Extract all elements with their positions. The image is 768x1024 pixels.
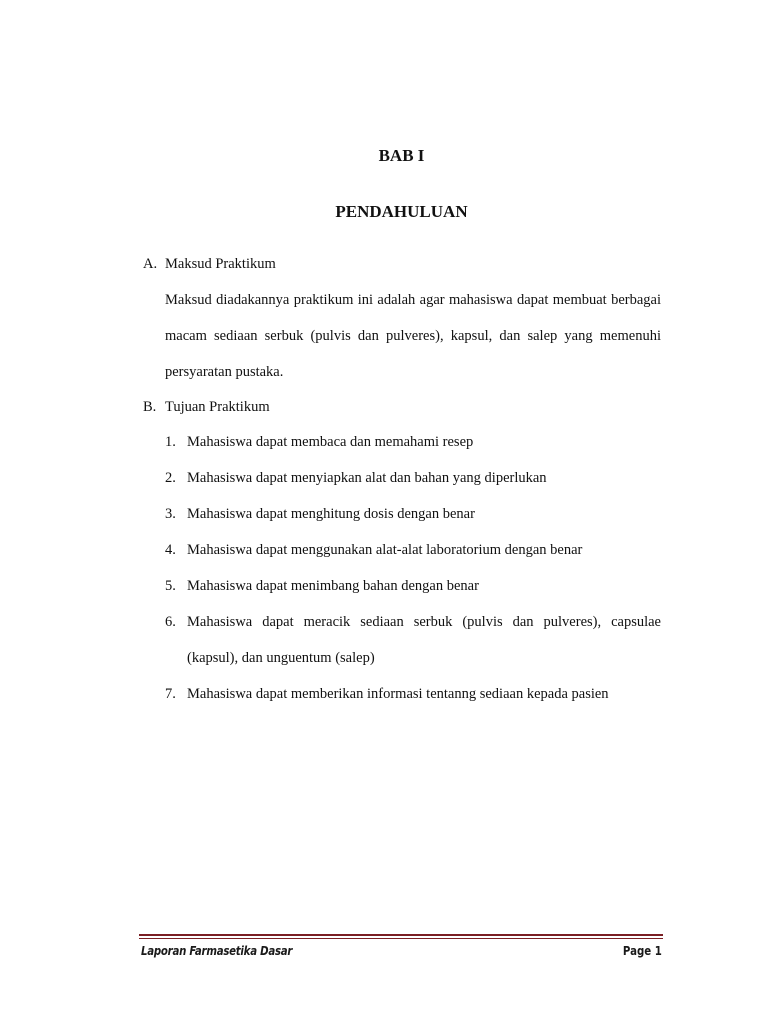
section-a-paragraph: Maksud diadakannya praktikum ini adalah agar mahasiswa dapat membuat berbagai macam sediaan serbuk (pulvis dan pulveres), kapsul, dan salep yang memenuhi persyaratan pustaka.	[165, 292, 661, 380]
section-a-title: Maksud Praktikum	[165, 256, 276, 272]
section-b-letter: B.	[143, 399, 157, 415]
section-b-title: Tujuan Praktikum	[165, 399, 270, 415]
list-item-text: Mahasiswa dapat menyiapkan alat dan bahan yang diperlukan	[187, 470, 547, 486]
list-item	[165, 532, 661, 568]
list-item-number: 5.	[165, 578, 176, 594]
list-item-number: 3.	[165, 506, 176, 522]
list-item	[165, 424, 661, 460]
list-item-text: Mahasiswa dapat menghitung dosis dengan benar	[187, 506, 475, 522]
list-item	[165, 568, 661, 604]
list-item-text: Mahasiswa dapat menimbang bahan dengan benar	[187, 578, 479, 594]
list-item-number: 1.	[165, 434, 176, 450]
objectives-list	[165, 424, 661, 712]
list-item-number: 6.	[165, 614, 176, 630]
chapter-number: BAB I	[378, 146, 425, 165]
footer-divider	[139, 934, 663, 941]
list-item-text: Mahasiswa dapat menggunakan alat-alat laboratorium dengan benar	[187, 542, 583, 558]
footer-document-title: Laporan Farmasetika Dasar	[141, 944, 293, 958]
list-item	[165, 604, 661, 676]
list-item	[165, 460, 661, 496]
list-item-number: 2.	[165, 470, 176, 486]
list-item-text: Mahasiswa dapat memberikan informasi tentanng sediaan kepada pasien	[187, 686, 609, 702]
section-a-heading	[143, 256, 276, 273]
chapter-title: PENDAHULUAN	[335, 202, 468, 221]
list-item-text: Mahasiswa dapat meracik sediaan serbuk (pulvis dan pulveres), capsulae (kapsul), dan unguentum (salep)	[187, 614, 661, 666]
footer-page-number: Page 1	[623, 944, 662, 958]
list-item-number: 7.	[165, 686, 176, 702]
section-b-heading	[143, 399, 270, 416]
list-item-number: 4.	[165, 542, 176, 558]
list-item	[165, 496, 661, 532]
list-item-text: Mahasiswa dapat membaca dan memahami resep	[187, 434, 474, 450]
section-a-letter: A.	[143, 256, 158, 272]
list-item	[165, 676, 661, 712]
